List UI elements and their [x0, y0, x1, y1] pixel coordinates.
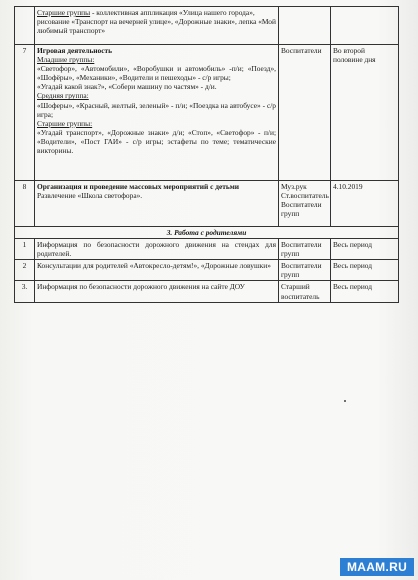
cell-term: Весь период: [331, 281, 399, 302]
cell-responsible: Воспитатели групп: [279, 239, 331, 260]
cell-responsible: Муз.рук Ст.воспитатель Воспитатели групп: [279, 181, 331, 227]
table-row: [15, 281, 399, 302]
cell-content: [35, 181, 279, 227]
cell-content: Информация по безопасности дорожного движения на стендах для родителей.: [35, 239, 279, 260]
watermark-logo: MAAM.RU: [340, 558, 414, 576]
row-number: 8: [15, 181, 35, 227]
cell-responsible: [279, 7, 331, 45]
stray-mark: [344, 400, 346, 402]
row-title: Организация и проведение массовых мероприятий с детьми: [37, 182, 240, 191]
cell-content: [35, 45, 279, 181]
cell-term: Весь период: [331, 260, 399, 281]
event-plan-table: [14, 6, 399, 303]
row-title: Игровая деятельность: [37, 46, 113, 55]
older-groups-label: Старшие группы: [37, 8, 91, 17]
younger-groups-label: Младшие группы:: [37, 55, 95, 65]
older-groups-text: - коллективная аппликация «Улица нашего города», рисование «Транспорт на вечерней улице», «Дорожные знаки», лепка «Мой любимый транспорт»: [37, 8, 276, 36]
younger-groups-text-2: «Угадай какой знак?», «Собери машину по частям» - д/и.: [37, 82, 217, 92]
cell-term: Во второй половине дня: [331, 45, 399, 181]
cell-content: [35, 7, 279, 45]
table-row: [15, 7, 399, 45]
cell-term: Весь период: [331, 239, 399, 260]
table-row: [15, 181, 399, 227]
cell-responsible: Воспитатели групп: [279, 260, 331, 281]
row-number: 3.: [15, 281, 35, 302]
row-number: 2: [15, 260, 35, 281]
table-row: [15, 45, 399, 181]
middle-group-text: «Шоферы», «Красный, желтый, зеленый» - п/и; «Поездка на автобусе» - с/р игра;: [37, 100, 276, 119]
table-row: [15, 260, 399, 281]
section-header-row: [15, 227, 399, 239]
older-groups-text: «Угадай транспорт», «Дорожные знаки» д/и; «Стоп», «Светофор» - п/и; «Водители», «Пост ГАИ» - с/р игры; эстафеты по теме; тематические викторины.: [37, 127, 276, 156]
cell-term: [331, 7, 399, 45]
older-groups-label: Старшие группы:: [37, 118, 93, 128]
cell-term: 4.10.2019: [331, 181, 399, 227]
cell-responsible: Старший воспитатель: [279, 281, 331, 302]
cell-responsible: Воспитатели: [279, 45, 331, 181]
row-text: Развлечение «Школа светофора».: [37, 191, 143, 201]
cell-num: [15, 7, 35, 45]
younger-groups-text: «Светофор», «Автомобили», «Воробушки и автомобиль» -п/и; «Поезд», «Шофёры», «Механики», «Водители и пешеходы» - с/р игры;: [37, 64, 276, 83]
section-title: 3. Работа с родителями: [15, 227, 399, 239]
cell-content: Консультации для родителей «Автокресло-детям!», «Дорожные ловушки»: [35, 260, 279, 281]
middle-group-label: Средняя группа:: [37, 91, 89, 101]
row-number: 1: [15, 239, 35, 260]
cell-content: Информация по безопасности дорожного движения на сайте ДОУ: [35, 281, 279, 302]
row-number: 7: [15, 45, 35, 181]
table-row: [15, 239, 399, 260]
